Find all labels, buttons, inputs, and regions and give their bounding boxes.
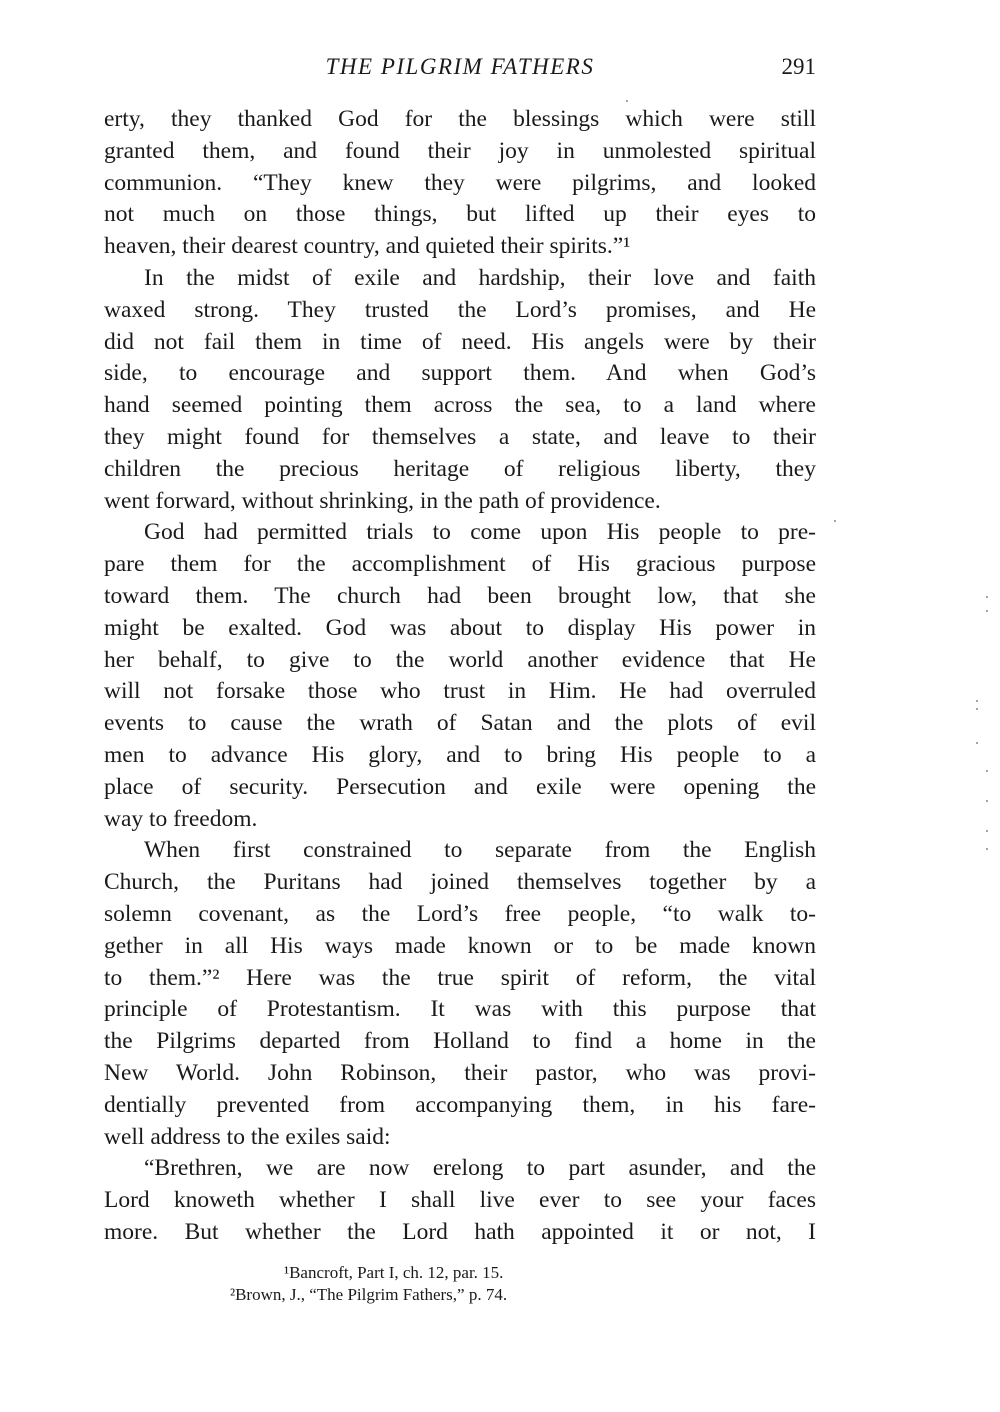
footnote-2: ²Brown, J., “The Pilgrim Fathers,” p. 74. [230, 1285, 508, 1304]
text-line: solemn covenant, as the Lord’s free people, “to walk to- [104, 900, 816, 927]
text-line: waxed strong. They trusted the Lord’s promises, and He [104, 296, 816, 323]
text-line: did not fail them in time of need. His angels were by their [104, 328, 816, 355]
paragraph-1 [104, 104, 816, 263]
paragraph-5 [104, 1153, 816, 1248]
text-line: the Pilgrims departed from Holland to find a home in the [104, 1028, 816, 1055]
text-line: In the midst of exile and hardship, their love and faith [144, 264, 816, 291]
text-line: men to advance His glory, and to bring His people to a [104, 741, 816, 768]
text-line: When first constrained to separate from the English [144, 837, 816, 864]
text-line: communion. “They knew they were pilgrims, and looked [104, 169, 816, 196]
text-line: will not forsake those who trust in Him. He had overruled [104, 678, 816, 705]
text-line: toward them. The church had been brought low, that she [104, 582, 816, 609]
scan-speck [986, 800, 988, 802]
text-line: Church, the Puritans had joined themselves together by a [104, 869, 816, 896]
scan-speck [986, 610, 988, 612]
footnotes [230, 1262, 730, 1306]
text-line: children the precious heritage of religious liberty, they [104, 455, 816, 482]
text-line: “Brethren, we are now erelong to part asunder, and the [144, 1155, 816, 1182]
scan-speck [626, 100, 628, 102]
paragraph-4 [104, 835, 816, 1153]
text-line: way to freedom. [104, 805, 258, 832]
text-line: well address to the exiles said: [104, 1123, 391, 1150]
text-line: place of security. Persecution and exile were opening the [104, 773, 816, 800]
text-line: they might found for themselves a state, and leave to their [104, 423, 816, 450]
text-line: gether in all His ways made known or to be made known [104, 932, 816, 959]
text-line: hand seemed pointing them across the sea, to a land where [104, 392, 816, 419]
page-number: 291 [781, 54, 816, 79]
paragraph-3 [104, 517, 816, 835]
text-line: her behalf, to give to the world another evidence that He [104, 646, 816, 673]
text-line: heaven, their dearest country, and quieted their spirits.”¹ [104, 233, 631, 260]
running-head [104, 54, 816, 88]
text-line: side, to encourage and support them. And when God’s [104, 360, 816, 387]
text-line: Lord knoweth whether I shall live ever to see your faces [104, 1187, 816, 1214]
text-line: more. But whether the Lord hath appointed it or not, I [104, 1218, 816, 1245]
running-title: THE PILGRIM FATHERS [325, 54, 595, 79]
scan-speck [986, 848, 988, 850]
text-line: principle of Protestantism. It was with this purpose that [104, 996, 816, 1023]
scan-speck [976, 742, 978, 744]
footnote-1: ¹Bancroft, Part I, ch. 12, par. 15. [284, 1263, 504, 1282]
text-line: erty, they thanked God for the blessings which were still [104, 106, 816, 132]
scan-speck [976, 708, 978, 710]
text-line: events to cause the wrath of Satan and the plots of evil [104, 710, 816, 737]
text-line: to them.”² Here was the true spirit of reform, the vital [104, 964, 816, 991]
scan-speck [834, 520, 836, 522]
scan-speck [976, 700, 978, 702]
text-line: pare them for the accomplishment of His gracious purpose [104, 551, 816, 578]
text-line: not much on those things, but lifted up their eyes to [104, 201, 816, 228]
scan-speck [986, 830, 988, 832]
body-text [104, 104, 816, 1249]
text-line: might be exalted. God was about to display His power in [104, 614, 816, 641]
text-line: New World. John Robinson, their pastor, who was provi- [104, 1059, 816, 1086]
text-line: dentially prevented from accompanying them, in his fare- [104, 1091, 816, 1118]
text-line: granted them, and found their joy in unmolested spiritual [104, 137, 816, 164]
scan-speck [986, 596, 988, 598]
text-line: God had permitted trials to come upon His people to pre- [144, 519, 816, 546]
paragraph-2 [104, 263, 816, 517]
scan-speck [986, 770, 988, 772]
text-line: went forward, without shrinking, in the path of providence. [104, 487, 661, 514]
